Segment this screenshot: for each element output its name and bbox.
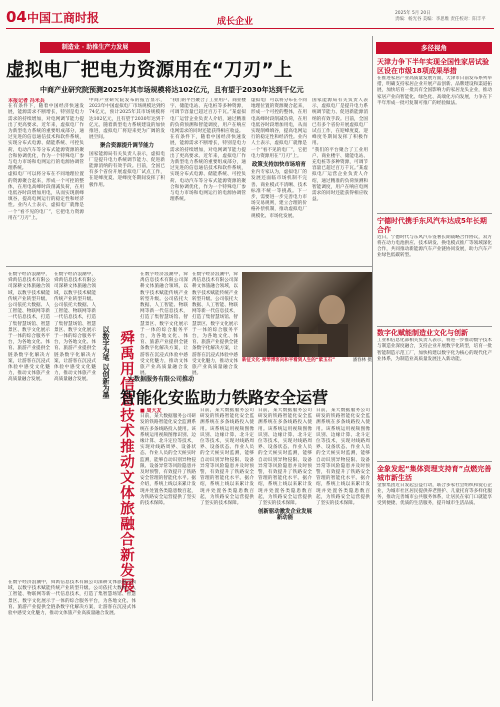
sidebar <box>377 58 492 698</box>
photo-illustration <box>242 272 372 357</box>
lead-paragraph: 国家能源局有关负责人表示，虚拟电厂是提升电力系统调节能力、促进新能源消纳的有效手段。目前，全国已有多个省份开展虚拟电厂试点工作，在迎峰度夏、迎峰度冬期间发挥了积极作用。 <box>89 151 165 188</box>
photo-caption-text: 新征文化·弹琴博客向和平看到人生的“紫玉石” <box>242 358 336 363</box>
bottom-kicker: 大数据服务有限公司推动 <box>128 376 195 383</box>
editor-line: 责编：杨光谷 美编：李思维 责任校对：阳丰平 <box>395 16 486 22</box>
lead-body-col4 <box>251 98 307 264</box>
bottom-byline: ■ 周大友 <box>140 408 162 414</box>
vertical-story-paragraph: 在数字经济浪潮中，舜禹信息技术有限公司深耕文体旅融合领域，以数字技术赋能传统产业转型升级。公司依托大数据、人工智能、物联网等新一代信息技术，打造了集智慧场馆、智慧景区、数字文化展示于一体的综合服务平台，为各地文化、体育、旅游产业提供全链条数字化解决方案，让游客在沉浸式体验中感受文化魅力，推动文体旅产业高质量融合发展。 <box>140 272 188 377</box>
lead-paragraph: 业内专家认为，虚拟电厂的发展还面临市场机制不完善、商业模式不清晰、技术标准不统一等挑战。下一步，需要进一步完善电力市场交易规则，建立合理的价格补偿机制，推动虚拟电厂规模化、市场化发展。 <box>251 170 307 219</box>
lead-paragraph: “我们的平台聚合了工业用户、商业楼宇、储能电站、充电桩等多种资源，可调节容量已超过百万千瓦。”某虚拟电厂运营企业负责人介绍，通过精准的负荷预测和智能调度，用户在响应电网需求的同时还能获得相应收益。 <box>170 98 246 135</box>
bottom-title: 智能化安监助力铁路安全运营 <box>120 388 329 407</box>
bottom-body-col3 <box>258 408 312 700</box>
lead-paragraph: 在有条件下，随着中国经济快速发展，能源需求不断增长，特别是电力需求的持续增加，对电网调节能力提出了更高要求。近年来，虚拟电厂作为新型电力系统的重要组成部分，通过先进的信息通信技术和软件系统，实现分布式电源、储能系统、可控负荷、电动汽车等分布式能源资源的聚合和协调优化，作为一个特殊电厂参与电力市场和电网运行的电源协调管理系统。 <box>8 104 84 172</box>
sidebar-divider <box>377 461 492 462</box>
vertical-story-body-c <box>140 272 188 380</box>
lead-banner: 制造业 · 助推生产力发展 <box>40 42 150 53</box>
paper-name: 中国工商时报 <box>27 11 100 25</box>
lead-body-col1 <box>8 98 84 258</box>
section-title: 成长企业 <box>217 17 254 27</box>
lead-paragraph: “我们的平台聚合了工业用户、商业楼宇、储能电站、充电桩等多种资源，可调节容量已超过百万千瓦。”某虚拟电厂运营企业负责人介绍，通过精准的负荷预测和智能调度，用户在响应电网需求的同时还能获得相应收益。 <box>312 147 368 203</box>
page-number: 04 <box>6 8 27 26</box>
sidebar-item-title: 天津力争下半年实现全国性家居试验区设在市级18项成果举措 <box>377 58 489 75</box>
sidebar-item-body: 在推进家居产业高质量发展方面，天津市日前发布系列举措，明确支持家居企业开展产品创新、品牌建设和渠道拓展，加快培育一批具有全国影响力的家居龙头企业，推动家居产业向智能化、绿色化、高端化方向发展，力争在下半年形成一批可复制可推广的经验做法。 <box>377 76 492 106</box>
bottom-paragraph: 日前，某大数据服务公司研发的铁路智能化安全监测系统在多条线路投入使用。该系统运用视频图像识别、边缘计算、北斗定位等技术，实现对线路周界、设备状态、作业人员的全天候实时监测，能够自动识别异物侵限、设备异常等风险隐患并及时预警，有效提升了铁路安全管理的智能化水平。据介绍，系统上线以来累计发现并处置各类隐患数百起，为铁路安全运营提供了坚实的技术保障。 <box>316 408 370 507</box>
lead-paragraph: 中商产业研究院发布的报告显示，2023年中国虚拟电厂市场规模达到约74亿元，预计2025年其市场规模将达102亿元，且有望于2030年达到千亿元。随着新型电力系统建设的加快推进，虚拟电厂将迎来更为广阔的发展空间。 <box>89 98 165 141</box>
vertical-story-title: 舜禹用信息技术推动文体旅融合新发展 <box>118 330 134 594</box>
vertical-story-body-b <box>54 272 96 572</box>
sidebar-item-title: 金象发起“集体资理支持育”点燃完善城市新生活 <box>377 464 492 482</box>
lead-body-col5 <box>312 98 368 264</box>
sidebar-divider <box>377 213 492 214</box>
lead-title: 虚拟电厂把电力资源用在“刀刃”上 <box>6 60 293 81</box>
vertical-story-body-a <box>8 272 50 572</box>
sidebar-item-body: 金象集团近日发起公益行动，联合多家社会组织和爱心企业，为城市社区居民提供养老照护、儿童托育等多样化服务，推动完善城市公共服务体系，让居民在家门口就能享受到便捷、优质的生活服务，提升城市生活品质。 <box>377 482 492 507</box>
bottom-body-col4 <box>316 408 370 700</box>
sidebar-item-title: 数字化赋能制造业文化与创新 <box>377 329 468 338</box>
issue-date: 2025年 5月 20日 <box>395 11 431 16</box>
vertical-story-paragraph: 在数字经济浪潮中，舜禹信息技术有限公司深耕文体旅融合领域，以数字技术赋能传统产业转型升级。公司依托大数据、人工智能、物联网等新一代信息技术，打造了集智慧场馆、智慧景区、数字文化展示于一体的综合服务平台，为各地文化、体育、旅游产业提供全链条数字化解决方案，让游客在沉浸式体验中感受文化魅力，推动文体旅产业高质量融合发展。 <box>192 272 238 377</box>
header-rule <box>6 28 494 29</box>
sidebar-item-body: 近日，宁德时代与东风汽车签署长期战略合作协议，双方将在动力电池供应、技术研发、换电模式推广等领域深化合作，共同推动新能源汽车产业链协同发展，助力汽车产业绿色低碳转型。 <box>377 234 492 259</box>
masthead <box>0 0 500 30</box>
sidebar-item-title: 宁德时代携手东风汽车达成5年长期合作 <box>377 216 487 234</box>
lead-subhead: 聚合资源提升调节能力 <box>100 143 154 150</box>
lead-paragraph: 国家能源局有关负责人表示，虚拟电厂是提升电力系统调节能力、促进新能源消纳的有效手段。目前，全国已有多个省份开展虚拟电厂试点工作，在迎峰度夏、迎峰度冬期间发挥了积极作用。 <box>312 98 368 147</box>
vertical-story-paragraph: 在数字经济浪潮中，舜禹信息技术有限公司深耕文体旅融合领域，以数字技术赋能传统产业转型升级。公司依托大数据、人工智能、物联网等新一代信息技术，打造了集智慧场馆、智慧景区、数字文化展示于一体的综合服务平台，为各地文化、体育、旅游产业提供全链条数字化解决方案，让游客在沉浸式体验中感受文化魅力，推动文体旅产业高质量融合发展。 <box>54 272 96 383</box>
photo-caption <box>242 358 372 364</box>
lead-body-col3 <box>170 98 246 258</box>
bottom-paragraph: 日前，某大数据服务公司研发的铁路智能化安全监测系统在多条线路投入使用。该系统运用视频图像识别、边缘计算、北斗定位等技术，实现对线路周界、设备状态、作业人员的全天候实时监测，能够自动识别异物侵限、设备异常等风险隐患并及时预警，有效提升了铁路安全管理的智能化水平。据介绍，系统上线以来累计发现并处置各类隐患数百起，为铁路安全运营提供了坚实的技术保障。 <box>200 408 254 507</box>
vertical-story-paragraph: 在数字经济浪潮中，舜禹信息技术有限公司深耕文体旅融合领域，以数字技术赋能传统产业转型升级。公司依托大数据、人工智能、物联网等新一代信息技术，打造了集智慧场馆、智慧景区、数字文化展示于一体的综合服务平台，为各地文化、体育、旅游产业提供全链条数字化解决方案，让游客在沉浸式体验中感受文化魅力，推动文体旅产业高质量融合发展。 <box>8 580 136 617</box>
lead-paragraph: 虚拟电厂可以将分布在不同地理位置的资源聚合起来，形成一个可控的整体，在用电高峰时段削减负荷，在用电低谷时段增加用电，从而实现削峰填谷，提高电网运行的稳定性和经济性。业内人士表示，虚拟电厂就像是一个“看不见的电厂”，它把电力资源用在“刀刃”上。 <box>8 172 84 221</box>
bottom-paragraph: 日前，某大数据服务公司研发的铁路智能化安全监测系统在多条线路投入使用。该系统运用视频图像识别、边缘计算、北斗定位等技术，实现对线路周界、设备状态、作业人员的全天候实时监测，能够自动识别异物侵限、设备异常等风险隐患并及时预警，有效提升了铁路安全管理的智能化水平。据介绍，系统上线以来累计发现并处置各类隐患数百起，为铁路安全运营提供了坚实的技术保障。 <box>258 408 312 507</box>
vertical-story-subtitle: 以数字为笔 以创新为墨 <box>102 326 110 399</box>
lead-subhead: 政策支持加快市场培育 <box>252 162 306 169</box>
bottom-paragraph: 日前，某大数据服务公司研发的铁路智能化安全监测系统在多条线路投入使用。该系统运用视频图像识别、边缘计算、北斗定位等技术，实现对线路周界、设备状态、作业人员的全天候实时监测，能够自动识别异物侵限、设备异常等风险隐患并及时预警，有效提升了铁路安全管理的智能化水平。据介绍，系统上线以来累计发现并处置各类隐患数百起，为铁路安全运营提供了坚实的技术保障。 <box>140 414 196 507</box>
vertical-story-body-e <box>8 580 136 700</box>
lead-paragraph: 在有条件下，随着中国经济快速发展，能源需求不断增长，特别是电力需求的持续增加，对电网调节能力提出了更高要求。近年来，虚拟电厂作为新型电力系统的重要组成部分，通过先进的信息通信技术和软件系统，实现分布式电源、储能系统、可控负荷、电动汽车等分布式能源资源的聚合和协调优化，作为一个特殊电厂参与电力市场和电网运行的电源协调管理系统。 <box>170 135 246 203</box>
section-divider <box>6 266 372 267</box>
vertical-story-body-d <box>192 272 238 380</box>
vertical-story-paragraph: 在数字经济浪潮中，舜禹信息技术有限公司深耕文体旅融合领域，以数字技术赋能传统产业转型升级。公司依托大数据、人工智能、物联网等新一代信息技术，打造了集智慧场馆、智慧景区、数字文化展示于一体的综合服务平台，为各地文化、体育、旅游产业提供全链条数字化解决方案，让游客在沉浸式体验中感受文化魅力，推动文体旅产业高质量融合发展。 <box>8 272 50 383</box>
bottom-body-col1 <box>140 408 196 700</box>
lead-body-col2 <box>89 98 165 258</box>
sidebar-item-body: 工业和信息化部相关负责人表示，将进一步推动数字技术与制造业深度融合，支持企业开展数字化转型，培育一批智能制造示范工厂，加快构建以数字化为核心的现代化产业体系，为制造业高质量发展注入新动能。 <box>377 338 492 362</box>
sidebar-divider <box>377 326 492 327</box>
lead-subtitle: 中商产业研究院预测2025年其市场规模将达102亿元，且有望于2030年达到千亿元 <box>40 86 304 94</box>
lead-byline: 本报记者 冯米兵 <box>8 98 45 104</box>
sidebar-band: 多径视角 <box>376 42 492 54</box>
photo-credit: 潘春林 摄 <box>352 358 372 363</box>
lead-paragraph: 虚拟电厂可以将分布在不同地理位置的资源聚合起来，形成一个可控的整体，在用电高峰时段削减负荷，在用电低谷时段增加用电，从而实现削峰填谷，提高电网运行的稳定性和经济性。业内人士表示，虚拟电厂就像是一个“看不见的电厂”，它把电力资源用在“刀刃”上。 <box>251 98 307 159</box>
bottom-subhead: 创新驱动激发企业发展新动能 <box>258 509 312 522</box>
news-photo <box>242 272 372 357</box>
date-line <box>395 11 486 22</box>
column-divider <box>372 36 373 701</box>
bottom-body-col2 <box>200 408 254 700</box>
